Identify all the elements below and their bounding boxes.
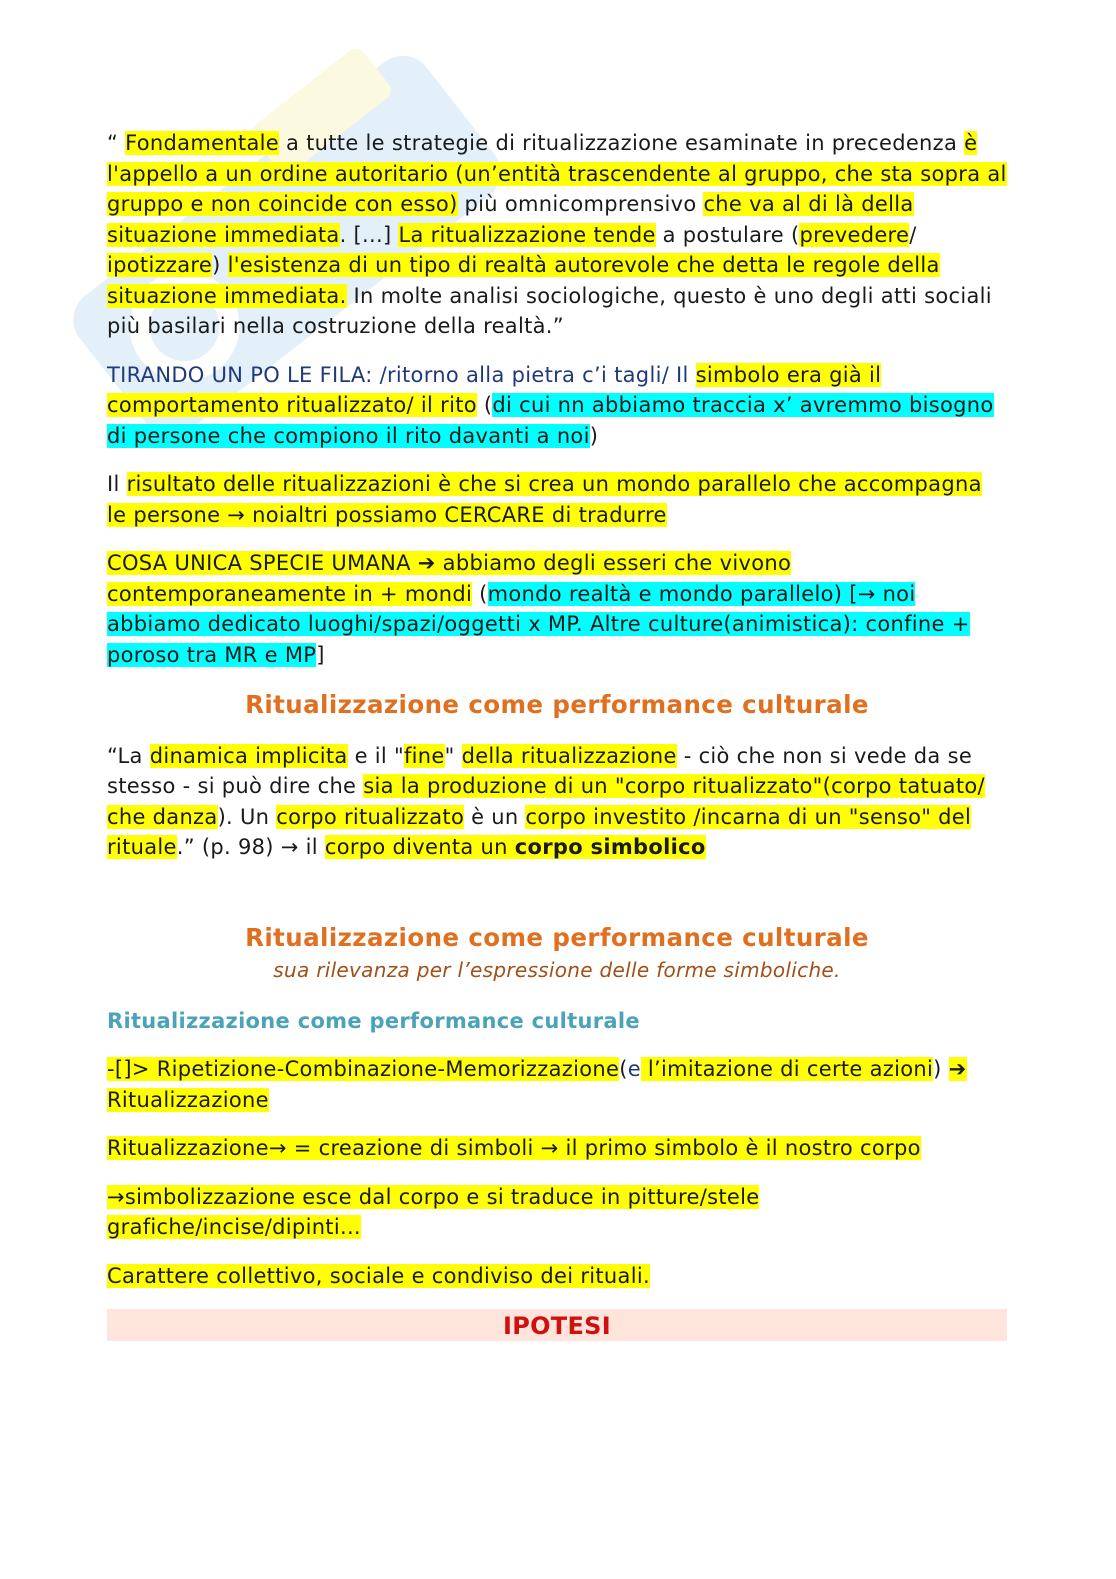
paragraph-specie-umana: COSA UNICA SPECIE UMANA ➔ abbiamo degli esseri che vivono contemporaneamente in + mondi (mondo realtà e mondo parallelo) [→ noi abbiamo dedicato luoghi/spazi/oggetti x MP. Altre culture(animistica): confine + poroso tra MR e MP] (107, 551, 970, 667)
document-page (107, 128, 1007, 1341)
paragraph-dinamica: “La dinamica implicita e il "fine" della ritualizzazione - ciò che non si vede da se stesso - si può dire che sia la produzione di un "corpo ritualizzato"(corpo tatuato/ che danza). Un corpo ritualizzato è un corpo investito /incarna di un "senso" del rituale.” (p. 98) → il corpo diventa un corpo simbolico (107, 743, 985, 859)
section-heading-2: Ritualizzazione come performance culturale (245, 922, 869, 952)
paragraph-tirando: TIRANDO UN PO LE FILA: /ritorno alla pietra c’i tagli/ Il simbolo era già il comportamento ritualizzato/ il rito (di cui nn abbiamo traccia x’ avremmo bisogno di persone che compiono il rito davanti a noi) (107, 362, 994, 448)
paragraph-quote: “ Fondamentale a tutte le strategie di ritualizzazione esaminate in precedenza è l'appello a un ordine autoritario (un’entità trascendente al gruppo, che sta sopra al gruppo e non coincide con esso) più omnicomprensivo che va al di là della situazione immediata. [...] La ritualizzazione tende a postulare (prevedere/ ipotizzare) l'esistenza di un tipo di realtà autorevole che detta le regole della situazione immediata. In molte analisi sociologiche, questo è uno degli atti sociali più basilari nella costruzione della realtà.” (107, 131, 1007, 338)
subsection-heading: Ritualizzazione come performance culturale (107, 1008, 640, 1033)
ipotesi-heading: IPOTESI (107, 1309, 1007, 1341)
paragraph-ripetizione: -[]> Ripetizione-Combinazione-Memorizzazione(e l’imitazione di certe azioni) ➔ Ritualizzazione (107, 1057, 967, 1112)
paragraph-risultato: Il risultato delle ritualizzazioni è che si crea un mondo parallelo che accompagna le persone → noialtri possiamo CERCARE di tradurre (107, 472, 982, 527)
paragraph-carattere: Carattere collettivo, sociale e condiviso dei rituali. (107, 1263, 650, 1288)
paragraph-simbolizzazione: →simbolizzazione esce dal corpo e si traduce in pitture/stele grafiche/incise/dipinti... (107, 1184, 760, 1239)
section-subtitle: sua rilevanza per l’espressione delle forme simboliche. (273, 958, 841, 982)
paragraph-creazione-simboli: Ritualizzazione→ = creazione di simboli → il primo simbolo è il nostro corpo (107, 1136, 921, 1160)
section-heading: Ritualizzazione come performance culturale (245, 690, 869, 719)
